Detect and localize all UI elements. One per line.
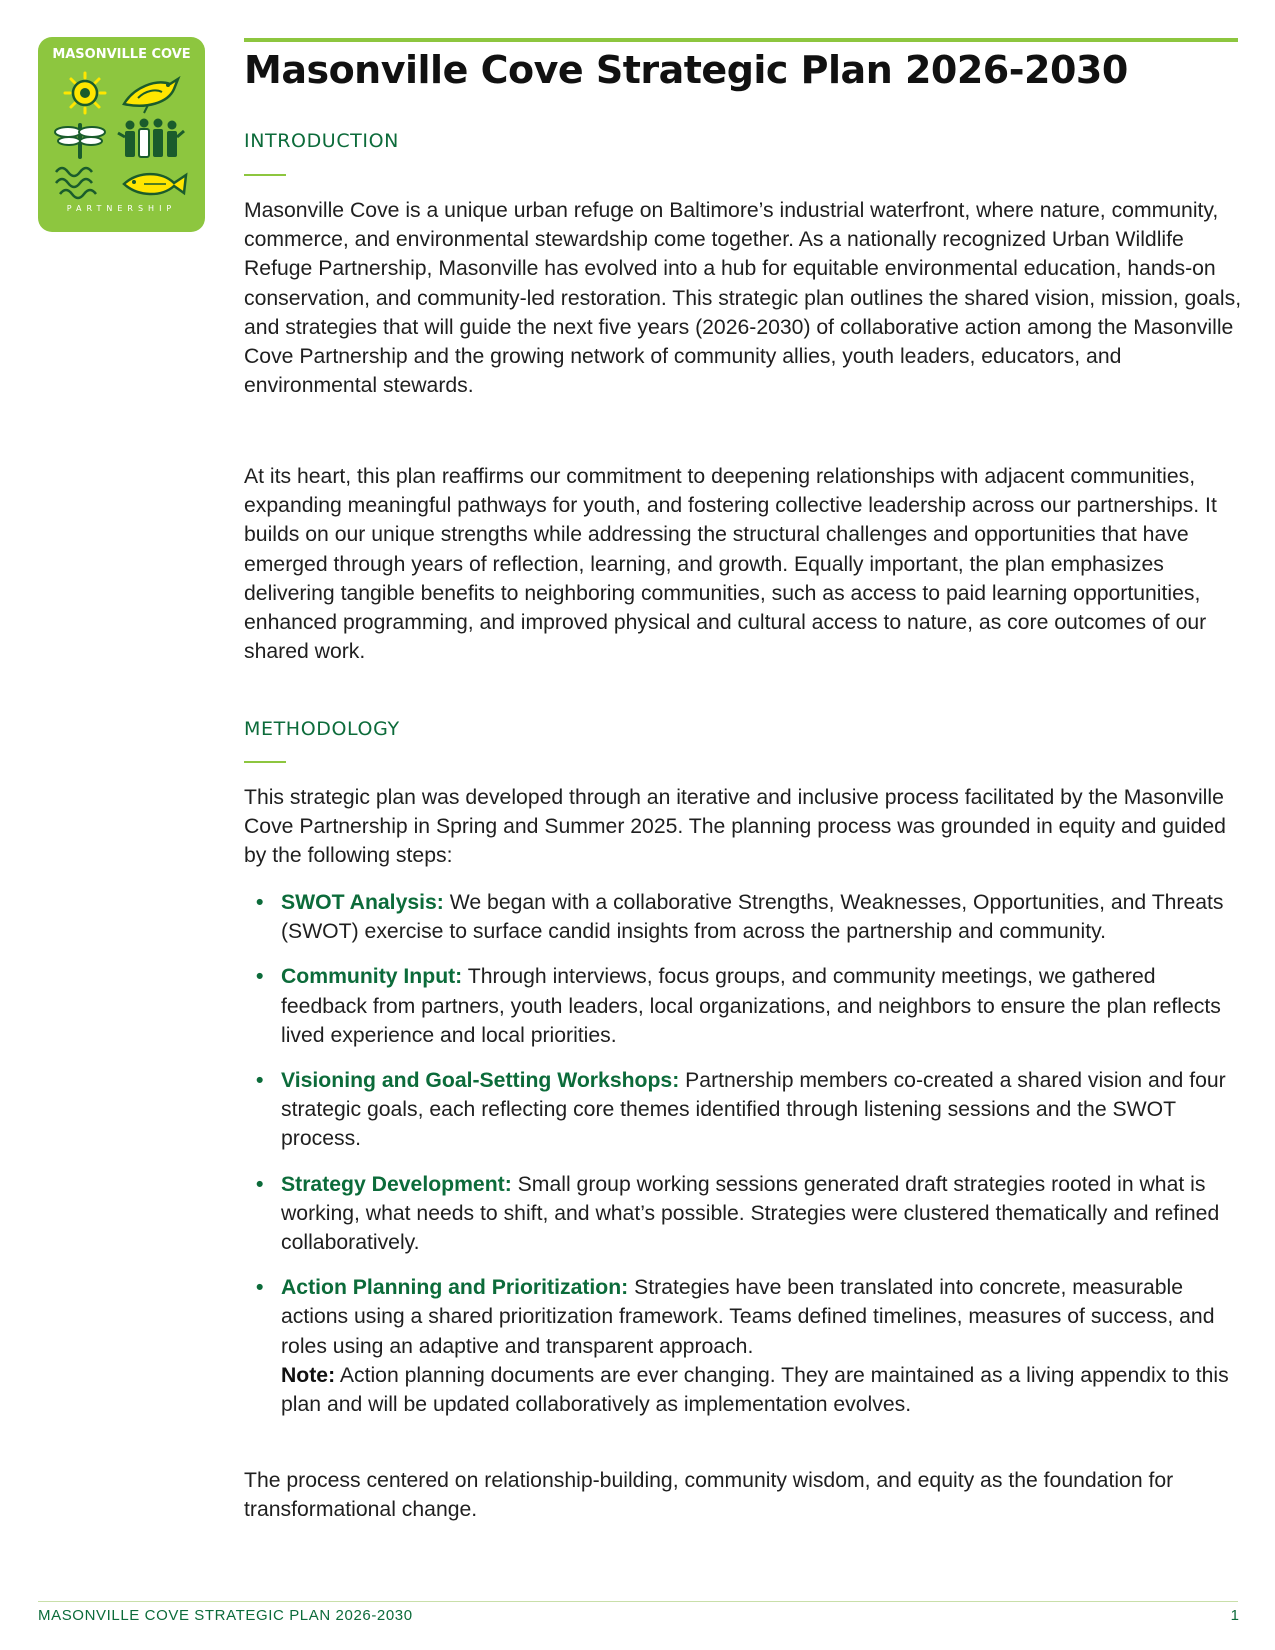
introduction-paragraph-2: At its heart, this plan reaffirms our commitment to deepening relationships with adjacent communities, expanding meaningful pathways for youth, and fostering collective leadership across our partnerships. It builds on our unique strengths while addressing the structural challenges and opportunities that have emerged through years of reflection, learning, and growth. Equally important, the plan emphasizes delivering tangible benefits to neighboring communities, such as access to paid learning opportunities, enhanced programming, and improved physical and cultural access to nature, as core outcomes of our shared work.	[244, 465, 1217, 664]
methodology-step	[244, 1273, 1244, 1419]
step-label: Action Planning and Prioritization:	[281, 1276, 629, 1300]
logo-tagline-text: PARTNERSHIP	[66, 204, 177, 213]
document-title: Masonville Cove Strategic Plan 2026-2030	[244, 48, 1128, 92]
step-label: SWOT Analysis:	[281, 891, 444, 914]
step-label: Visioning and Goal-Setting Workshops:	[281, 1069, 680, 1093]
methodology-step	[244, 962, 1244, 1050]
methodology-steps-list	[244, 888, 1244, 1435]
note-text: Action planning documents are ever changing. They are maintained as a living appendix to this plan and will be updated collaboratively as implementation evolves.	[281, 1363, 1229, 1417]
introduction-heading: INTRODUCTION	[244, 130, 399, 152]
step-label: Community Input:	[281, 965, 463, 989]
page-number: 1	[1230, 1607, 1239, 1624]
step-text: Strategies have been translated into concrete, measurable actions using a shared prioritization framework. Teams defined timelines, measures of success, and roles using an adaptive and transparent approach.	[281, 1276, 1215, 1358]
step-text: Small group working sessions generated draft strategies rooted in what is working, what needs to shift, and what’s possible. Strategies were clustered thematically and refined collaboratively.	[281, 1172, 1220, 1255]
bullet-icon: •	[256, 1172, 264, 1196]
step-text: Partnership members co-created a shared vision and four strategic goals, each reflecting core themes identified through listening sessions and the SWOT process.	[281, 1069, 1226, 1151]
step-label: Strategy Development:	[281, 1172, 512, 1196]
note-label: Note:	[281, 1363, 336, 1387]
footer-document-name: MASONVILLE COVE STRATEGIC PLAN 2026-2030	[38, 1607, 413, 1624]
logo-name-text: MASONVILLE COVE	[52, 47, 191, 62]
methodology-step	[244, 1170, 1244, 1258]
methodology-step	[244, 1066, 1244, 1154]
methodology-closing: The process centered on relationship-building, community wisdom, and equity as the foundation for transformational change.	[244, 1469, 1174, 1522]
methodology-heading: METHODOLOGY	[244, 718, 400, 740]
introduction-paragraph-1: Masonville Cove is a unique urban refuge on Baltimore’s industrial waterfront, where nature, community, commerce, and environmental stewardship come together. As a nationally recognized Urban Wildlife Refuge Partnership, Masonville has evolved into a hub for equitable environmental education, hands-on conservation, and community-led restoration. This strategic plan outlines the shared vision, mission, goals, and strategies that will guide the next five years (2026-2030) of collaborative action among the Masonville Cove Partnership and the growing network of community allies, youth leaders, educators, and environmental stewards.	[244, 199, 1242, 398]
bullet-icon: •	[256, 1069, 264, 1093]
partnership-logo	[38, 37, 205, 232]
step-text: We began with a collaborative Strengths, Weaknesses, Opportunities, and Threats (SWOT) exercise to surface candid insights from across the partnership and community.	[281, 891, 1224, 944]
bullet-icon: •	[256, 965, 264, 989]
methodology-heading-rule	[244, 761, 286, 763]
bullet-icon: •	[256, 891, 264, 914]
bullet-icon: •	[256, 1276, 264, 1300]
footer-rule	[38, 1601, 1238, 1602]
title-top-rule	[244, 38, 1238, 42]
introduction-heading-rule	[244, 174, 286, 176]
sun-icon	[65, 73, 105, 113]
methodology-step	[244, 888, 1244, 946]
methodology-intro: This strategic plan was developed through an iterative and inclusive process facilitated by the Masonville Cove Partnership in Spring and Summer 2025. The planning process was grounded in equity and guided by the following steps:	[244, 786, 1226, 868]
step-text: Through interviews, focus groups, and community meetings, we gathered feedback from partners, youth leaders, local organizations, and neighbors to ensure the plan reflects lived experience and local priorities.	[281, 965, 1221, 1047]
